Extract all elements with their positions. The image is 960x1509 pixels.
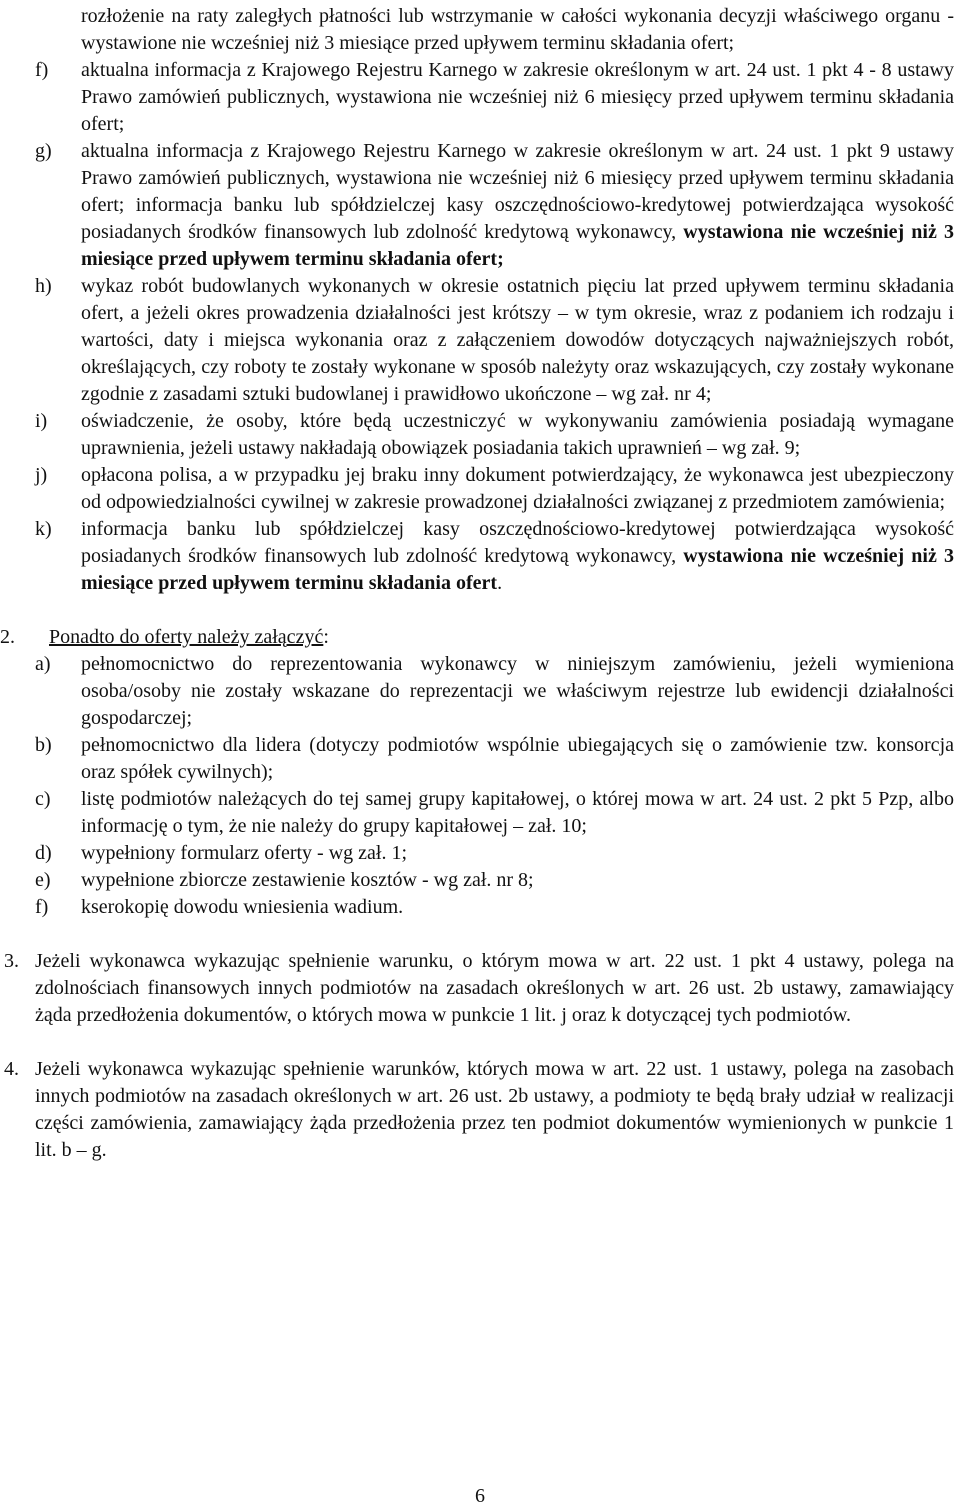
list-label: c) bbox=[35, 788, 51, 810]
list-item-k bbox=[35, 516, 954, 597]
page-number: 6 bbox=[475, 1485, 485, 1507]
list2-item-f bbox=[35, 894, 954, 921]
section-heading-wrap bbox=[49, 626, 329, 648]
list-label: d) bbox=[35, 842, 52, 864]
section-number: 4. bbox=[4, 1058, 19, 1080]
list2-item-c bbox=[35, 786, 954, 840]
list2-item-a bbox=[35, 651, 954, 732]
list-label: f) bbox=[35, 896, 49, 918]
list-label: f) bbox=[35, 59, 49, 81]
section-text: Jeżeli wykonawca wykazując spełnienie warunku, o którym mowa w art. 22 ust. 1 pkt 4 ustawy, polega na zdolnościach finansowych innych podmiotów na zasadach określonych w art. 26 ust. 2b ustawy, zamawiający żąda przedłożenia dokumentów, o których mowa w punkcie 1 lit. j oraz k dotyczącej tych podmiotów. bbox=[35, 950, 954, 1026]
list-label: b) bbox=[35, 734, 52, 756]
list-text: pełnomocnictwo do reprezentowania wykonawcy w niniejszym zamówieniu, jeżeli wymieniona osoba/osoby nie zostały wskazane do reprezentacji we właściwym rejestrze lub ewidencji działalności gospodarczej; bbox=[81, 653, 954, 729]
list-text: aktualna informacja z Krajowego Rejestru Karnego w zakresie określonym w art. 24 ust. 1 pkt 9 ustawy Prawo zamówień publicznych, wystawiona nie wcześniej niż 6 miesięcy przed upływem terminu składania ofert; informacja banku lub spółdzielczej kasy oszczędnościowo-kredytowej potwierdzająca wysokość posiadanych środków finansowych lub zdolność kredytową wykonawcy, bbox=[81, 140, 954, 243]
list-text: wykaz robót budowlanych wykonanych w okresie ostatnich pięciu lat przed upływem terminu składania ofert, a jeżeli okres prowadzenia działalności jest krótszy – w tym okresie, wraz z podaniem ich rodzaju i wartości, daty i miejsca wykonania oraz z załączeniem dowodów dotyczących najważniejszych robót, określających, czy roboty te zostały wykonane w sposób należyty oraz wskazujących, czy zostały wykonane zgodnie z zasadami sztuki budowlanej i prawidłowo ukończone – wg zał. nr 4; bbox=[81, 275, 954, 405]
list-label: k) bbox=[35, 518, 52, 540]
section-heading: Ponadto do oferty należy załączyć bbox=[49, 626, 324, 648]
list-text: listę podmiotów należących do tej samej grupy kapitałowej, o której mowa w art. 24 ust. 2 pkt 5 Pzp, albo informację o tym, że nie należy do grupy kapitałowej – zał. 10; bbox=[81, 788, 954, 837]
list2-item-b bbox=[35, 732, 954, 786]
list-text: aktualna informacja z Krajowego Rejestru Karnego w zakresie określonym w art. 24 ust. 1 pkt 4 - 8 ustawy Prawo zamówień publicznych, wystawiona nie wcześniej niż 6 miesięcy przed upływem terminu składania ofert; bbox=[81, 59, 954, 135]
list-label: g) bbox=[35, 140, 52, 162]
continuation-paragraph: rozłożenie na raty zaległych płatności lub wstrzymanie w całości wykonania decyzji właściwego organu - wystawione nie wcześniej niż 3 miesiące przed upływem terminu składania ofert; bbox=[81, 5, 954, 54]
list-label: j) bbox=[35, 464, 48, 486]
section-2 bbox=[0, 624, 954, 651]
list2-item-d bbox=[35, 840, 954, 867]
spacer bbox=[0, 918, 960, 945]
spacer bbox=[0, 1026, 960, 1053]
section-heading-suffix: : bbox=[323, 626, 329, 648]
list-label: i) bbox=[35, 410, 48, 432]
list-label: e) bbox=[35, 869, 51, 891]
list-text: informacja banku lub spółdzielczej kasy oszczędnościowo-kredytowej potwierdzająca wysokość posiadanych środków finansowych lub zdolność kredytową wykonawcy, bbox=[81, 518, 954, 567]
list-item-i bbox=[35, 408, 954, 462]
list-text-bold: wystawiona nie wcześniej niż 3 miesiące przed upływem terminu składania ofert; bbox=[81, 221, 954, 270]
section-number: 2. bbox=[0, 626, 15, 648]
list-text: wypełniony formularz oferty - wg zał. 1; bbox=[81, 842, 408, 864]
list-text: pełnomocnictwo dla lidera (dotyczy podmiotów wspólnie ubiegających się o zamówienie tzw. konsorcja oraz spółek cywilnych); bbox=[81, 734, 954, 783]
list-item-g bbox=[35, 138, 954, 273]
list-text-bold: wystawiona nie wcześniej niż 3 miesiące przed upływem terminu składania ofert bbox=[81, 545, 954, 594]
list-text: opłacona polisa, a w przypadku jej braku inny dokument potwierdzający, że wykonawca jest ubezpieczony od odpowiedzialności cywilnej w zakresie prowadzonej działalności związanej z przedmiotem zamówienia; bbox=[81, 464, 954, 513]
list-text: oświadczenie, że osoby, które będą uczestniczyć w wykonywaniu zamówienia posiadają wymagane uprawnienia, jeżeli ustawy nakładają obowiązek posiadania takich uprawnień – wg zał. 9; bbox=[81, 410, 954, 459]
list-text: kserokopię dowodu wniesienia wadium. bbox=[81, 896, 404, 918]
list2-item-e bbox=[35, 867, 954, 894]
spacer bbox=[0, 594, 960, 621]
list-item-f bbox=[35, 57, 954, 138]
section-3 bbox=[4, 948, 954, 1029]
list-text-after: . bbox=[497, 572, 503, 594]
list-label: a) bbox=[35, 653, 51, 675]
list-text: wypełnione zbiorcze zestawienie kosztów - wg zał. nr 8; bbox=[81, 869, 534, 891]
section-number: 3. bbox=[4, 950, 19, 972]
section-text: Jeżeli wykonawca wykazując spełnienie warunków, których mowa w art. 22 ust. 1 ustawy, polega na zasobach innych podmiotów na zasadach określonych w art. 26 ust. 2b ustawy, a podmioty te będą brały udział w realizacji części zamówienia, zamawiający żąda przedłożenia przez ten podmiot dokumentów wymienionych w punkcie 1 lit. b – g. bbox=[35, 1058, 954, 1161]
list-item-j bbox=[35, 462, 954, 516]
list-text-wrap bbox=[81, 516, 954, 597]
list-text-wrap bbox=[81, 138, 954, 273]
list-label: h) bbox=[35, 275, 52, 297]
list-item-h bbox=[35, 273, 954, 408]
section-4 bbox=[4, 1056, 954, 1164]
